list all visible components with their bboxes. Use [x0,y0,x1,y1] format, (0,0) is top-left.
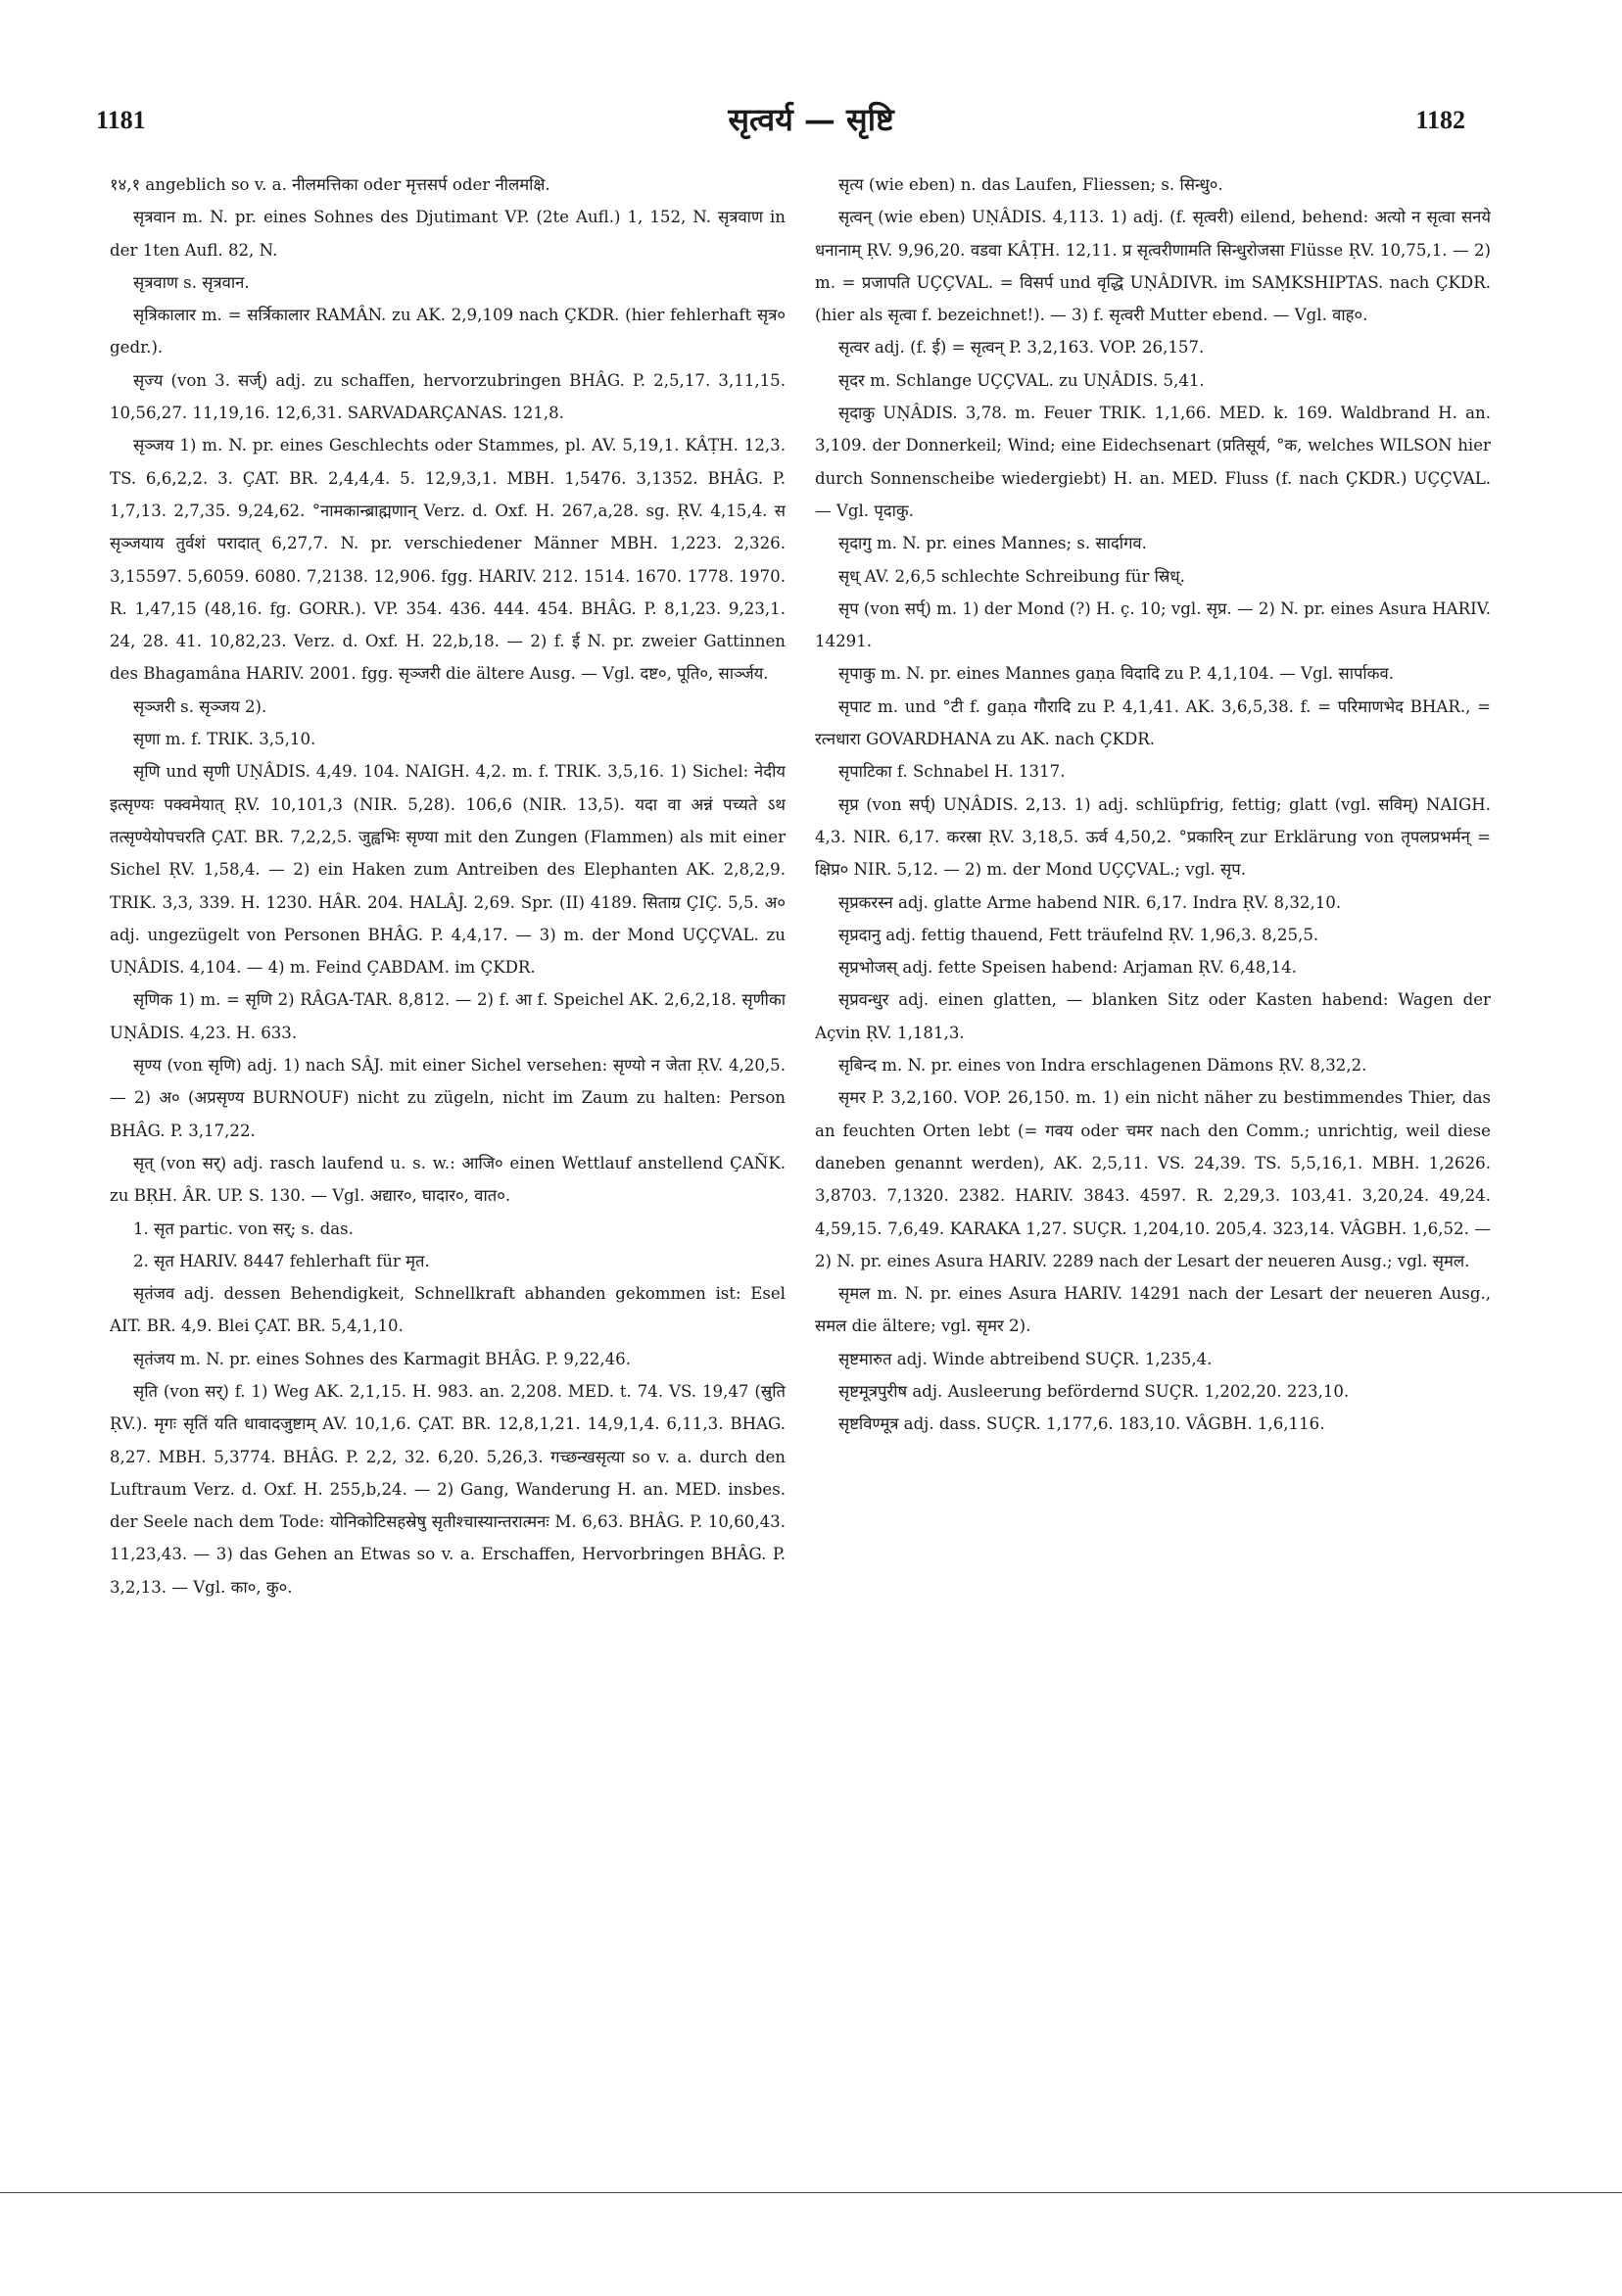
dictionary-entry: सृध् AV. 2,6,5 schlechte Schreibung für स्रिध्. [838,566,1185,586]
dictionary-entry: सृप्रकरस्न adj. glatte Arme habend NIR. 6,17. Indra ṚV. 8,32,10. [838,892,1342,912]
dictionary-entry: सृदाकु UṆÂDIS. 3,78. m. Feuer TRIK. 1,1,66. MED. k. 169. Waldbrand H. an. 3,109. der Donnerkeil; Wind; eine Eidechsenart (प्रतिसूर्य, °क, welches WILSON hier durch Sonnenscheibe wiedergiebt) H. an. MED. Fluss (f. nach ÇKDR.) UÇÇVAL. — Vgl. पृदाकु. [815,404,1491,520]
dictionary-entry: सृत्रवाण s. सृत्रवान. [133,272,250,292]
dictionary-entry: सृदर m. Schlange UÇÇVAL. zu UṆÂDIS. 5,41. [838,370,1205,390]
dictionary-entry: सृमर P. 3,2,160. VOP. 26,150. m. 1) ein nicht näher zu bestimmendes Thier, das an feuchten Orten lebt (= गवय oder चमर nach den Comm.; unrichtig, weil diese daneben genannt werden), AK. 2,5,11. VS. 24,39. TS. 5,5,16,1. MBH. 1,2626. 3,8703. 7,1320. 2382. HARIV. 3843. 4597. R. 2,29,3. 103,41. 3,20,24. 49,24. 4,59,15. 7,6,49. KARAKA 1,27. SUÇR. 1,204,10. 205,4. 323,14. VÂGBH. 1,6,52. — 2) N. pr. eines Asura HARIV. 2289 nach der Lesart der neueren Ausg.; vgl. सृमल. [815,1088,1491,1270]
dictionary-entry: सृणिक 1) m. = सृणि 2) RÂGA-TAR. 8,812. — 2) f. आ f. Speichel AK. 2,6,2,18. सृणीका UṆÂDIS. 4,23. H. 633. [110,990,786,1042]
dictionary-entry: सृणा m. f. TRIK. 3,5,10. [133,730,316,749]
dictionary-entry: सृमल m. N. pr. eines Asura HARIV. 14291 nach der Lesart der neueren Ausg., समल die ältere; vgl. सृमर 2). [815,1284,1491,1336]
dictionary-entry: सृबिन्द m. N. pr. eines von Indra erschlagenen Dämons ṚV. 8,32,2. [838,1056,1367,1076]
dictionary-entry: सृपाट m. und °टी f. gaṇa गौरादि zu P. 4,1,41. AK. 3,6,5,38. f. = परिमाणभेद BHAR., = रत्नधारा GOVARDHANA zu AK. nach ÇKDR. [815,696,1491,749]
running-head: सृत्वर्य — सृष्टि [728,101,894,138]
dictionary-entry: सृज्य (von 3. सर्ज्) adj. zu schaffen, hervorzubringen BHÂG. P. 2,5,17. 3,11,15. 10,56,27. 11,19,16. 12,6,31. SARVADARÇANAS. 121,8. [110,370,786,423]
dictionary-entry: सृतंजय m. N. pr. eines Sohnes des Karmagit BHÂG. P. 9,22,46. [133,1349,632,1368]
dictionary-entry: सृपाटिका f. Schnabel H. 1317. [838,762,1066,782]
dictionary-entry: १४,१ angeblich so v. a. नीलमत्तिका oder मृत्तसर्प oder नीलमक्षि. [110,175,550,194]
dictionary-entry: सृण्य (von सृणि) adj. 1) nach SÂJ. mit einer Sichel versehen: सृण्यो न जेता ṚV. 4,20,5. — 2) अ० (अप्रसृण्य BURNOUF) nicht zu zügeln, nicht im Zaum zu halten: Person BHÂG. P. 3,17,22. [110,1056,786,1140]
dictionary-entry: सृत्य (wie eben) n. das Laufen, Fliessen; s. सिन्धु०. [838,175,1223,194]
dictionary-entry: सृपाकु m. N. pr. eines Mannes gaṇa विदादि zu P. 4,1,104. — Vgl. सार्पाकव. [838,664,1394,684]
footer-rule [0,2192,1622,2193]
dictionary-entry: सृप्रदानु adj. fettig thauend, Fett träufelnd ṚV. 1,96,3. 8,25,5. [838,925,1319,944]
dictionary-entry: सृष्टविण्मूत्र adj. dass. SUÇR. 1,177,6. 183,10. VÂGBH. 1,6,116. [838,1414,1325,1434]
dictionary-entry: सृत्रवान m. N. pr. eines Sohnes des Djutimant VP. (2te Aufl.) 1, 152, N. सृत्रवाण in der 1ten Aufl. 82, N. [110,208,786,260]
dictionary-entry: 2. सृत HARIV. 8447 fehlerhaft für मृत. [133,1251,430,1270]
dictionary-entry: सृष्टमूत्रपुरीष adj. Ausleerung befördernd SUÇR. 1,202,20. 223,10. [838,1381,1350,1401]
dictionary-entry: सृत्रिकालार m. = सर्त्रिकालार RAMÂN. zu AK. 2,9,109 nach ÇKDR. (hier fehlerhaft सृत्र० gedr.). [110,306,786,358]
dictionary-entry: सृप्रवन्धुर adj. einen glatten, — blanken Sitz oder Kasten habend: Wagen der Açvin ṚV. 1,181,3. [815,990,1491,1042]
dictionary-entry: 1. सृत partic. von सर्; s. das. [133,1219,354,1238]
dictionary-entry: सृणि und सृणी UṆÂDIS. 4,49. 104. NAIGH. 4,2. m. f. TRIK. 3,5,16. 1) Sichel: नेदीय इत्सृण्यः पक्वमेयात् ṚV. 10,101,3 (NIR. 5,28). 106,6 (NIR. 13,5). यदा वा अन्नं पच्यते ऽथ तत्सृण्येयोपचरति ÇAT. BR. 7,2,2,5. जुह्वभिः सृण्या mit den Zungen (Flammen) als mit einer Sichel ṚV. 1,58,4. — 2) ein Haken zum Antreiben des Elephanten AK. 2,8,2,9. TRIK. 3,3, 339. H. 1230. HÂR. 204. HALÂJ. 2,69. Spr. (II) 4189. सिताग्र ÇIÇ. 5,5. अ० adj. ungezügelt von Personen BHÂG. P. 4,4,17. — 3) m. der Mond UÇÇVAL. zu UṆÂDIS. 4,104. — 4) m. Feind ÇABDAM. im ÇKDR. [110,762,786,978]
dictionary-entry: सृत्वन् (wie eben) UṆÂDIS. 4,113. 1) adj. (f. सृत्वरी) eilend, behend: अत्यो न सृत्वा सनये धनानाम् ṚV. 9,96,20. वडवा KÂṬH. 12,11. प्र सृत्वरीणामति सिन्धुरोजसा Flüsse ṚV. 10,75,1. — 2) m. = प्रजापति UÇÇVAL. = विसर्प und वृद्धि UṆÂDIVR. im SAṂKSHIPTAS. nach ÇKDR. (hier als सृत्वा f. bezeichnet!). — 3) f. सृत्वरी Mutter ebend. — Vgl. वाह०. [815,208,1491,325]
dictionary-entry: सृत्वर adj. (f. ई) = सृत्वन् P. 3,2,163. VOP. 26,157. [838,338,1205,358]
dictionary-entry: सृष्टमारुत adj. Winde abtreibend SUÇR. 1,235,4. [838,1349,1213,1368]
right-page-number: 1182 [1415,106,1465,134]
dictionary-entry: सृञ्जरी s. सृञ्जय 2). [133,696,267,716]
dictionary-entry: सृत् (von सर्) adj. rasch laufend u. s. w.: आजि० einen Wettlauf anstellend ÇAÑK. zu BṚH. ÂR. UP. S. 130. — Vgl. अद्यार०, घादार०, वात०. [110,1153,786,1206]
dictionary-entry: सृतंजव adj. dessen Behendigkeit, Schnellkraft abhanden gekommen ist: Esel AIT. BR. 4,9. Blei ÇAT. BR. 5,4,1,10. [110,1284,786,1336]
dictionary-entry: सृप्र (von सर्प्) UṆÂDIS. 2,13. 1) adj. schlüpfrig, fettig; glatt (vgl. सविम्) NAIGH. 4,3. NIR. 6,17. करस्रा ṚV. 3,18,5. ऊर्व 4,50,2. °प्रकारिन् zur Erklärung von तृपलप्रभर्मन् = क्षिप्र० NIR. 5,12. — 2) m. der Mond UÇÇVAL.; vgl. सृप. [815,794,1491,880]
dictionary-entry: सृञ्जय 1) m. N. pr. eines Geschlechts oder Stammes, pl. AV. 5,19,1. KÂṬH. 12,3. TS. 6,6,2,2. 3. ÇAT. BR. 2,4,4,4. 5. 12,9,3,1. MBH. 1,5476. 3,1352. BHÂG. P. 1,7,13. 2,7,35. 9,24,62. °नामकान्ब्राह्मणान् Verz. d. Oxf. H. 267,a,28. sg. ṚV. 4,15,4. स सृञ्जयाय तुर्वशं परादात् 6,27,7. N. pr. verschiedener Männer MBH. 1,223. 2,326. 3,15597. 5,6059. 6080. 7,2138. 12,906. fgg. HARIV. 212. 1514. 1670. 1778. 1970. R. 1,47,15 (48,16. fg. GORR.). VP. 354. 436. 444. 454. BHÂG. P. 8,1,23. 9,23,1. 24, 28. 41. 10,82,23. Verz. d. Oxf. H. 22,b,18. — 2) f. ई N. pr. zweier Gattinnen des Bhagamâna HARIV. 2001. fgg. सृञ्जरी die ältere Ausg. — Vgl. दष्ट०, पूति०, सार्ञ्जय. [110,436,786,684]
dictionary-entry: सृप्रभोजस् adj. fette Speisen habend: Arjaman ṚV. 6,48,14. [838,958,1297,978]
right-column [815,168,1491,2020]
dictionary-entry: सृदागु m. N. pr. eines Mannes; s. सार्दागव. [838,534,1147,553]
dictionary-entry: सृप (von सर्प्) m. 1) der Mond (?) H. ç. 10; vgl. सृप्र. — 2) N. pr. eines Asura HARIV. 14291. [815,598,1491,651]
left-column [110,168,786,2020]
left-page-number: 1181 [96,106,146,134]
page-header [0,98,1622,147]
dictionary-entry: सृति (von सर्) f. 1) Weg AK. 2,1,15. H. 983. an. 2,208. MED. t. 74. VS. 19,47 (स्रुति ṚV.). मृगः सृतिं यति धावादजुष्टाम् AV. 10,1,6. ÇAT. BR. 12,8,1,21. 14,9,1,4. 6,11,3. BHAG. 8,27. MBH. 5,3774. BHÂG. P. 2,2, 32. 6,20. 5,26,3. गच्छन्खसृत्या so v. a. durch den Luftraum Verz. d. Oxf. H. 255,b,24. — 2) Gang, Wanderung H. an. MED. insbes. der Seele nach dem Tode: योनिकोटिसहस्रेषु सृतीश्चास्यान्तरात्मनः M. 6,63. BHÂG. P. 10,60,43. 11,23,43. — 3) das Gehen an Etwas so v. a. Erschaffen, Hervorbringen BHÂG. P. 3,2,13. — Vgl. का०, कु०. [110,1381,786,1597]
